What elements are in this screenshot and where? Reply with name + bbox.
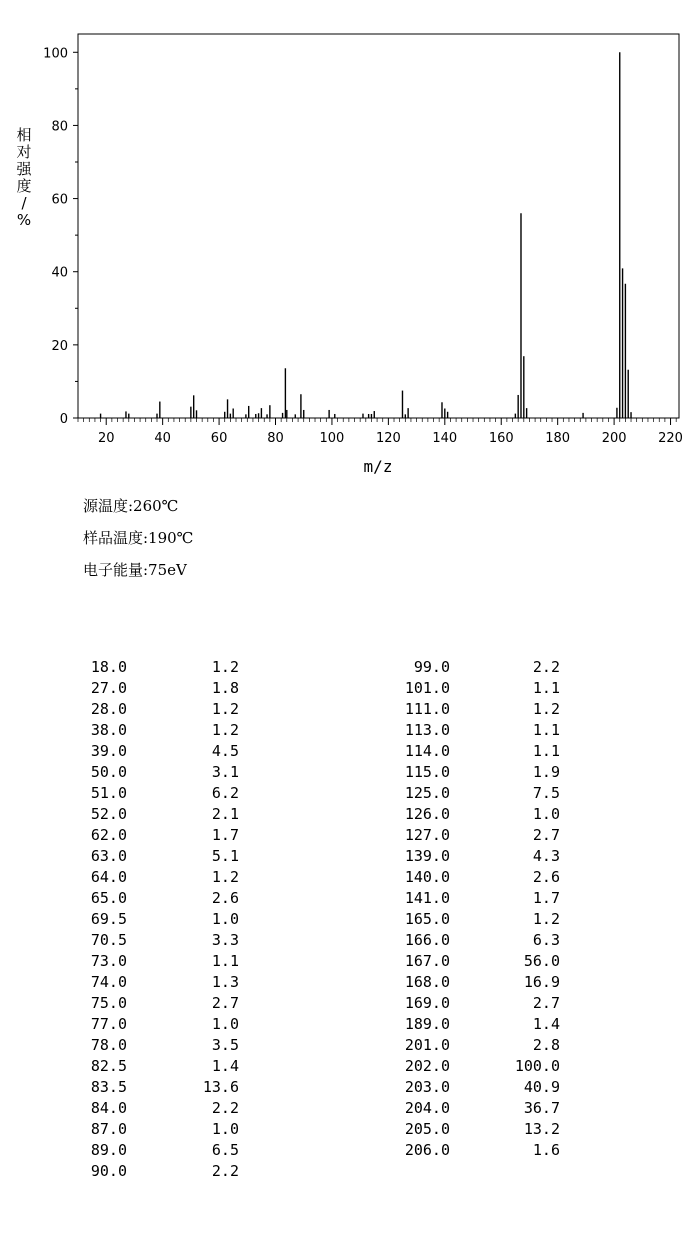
peak-mz: 39.0: [90, 742, 127, 760]
electron-energy: 电子能量:75eV: [83, 561, 187, 579]
peak-mz: 51.0: [90, 784, 127, 802]
table-row: [395, 972, 565, 993]
peak-mz: 73.0: [90, 952, 127, 970]
peak-mz: 125.0: [404, 784, 450, 802]
peak-intensity: 1.6: [532, 1141, 560, 1159]
peak-mz: 140.0: [404, 868, 450, 886]
x-tick-label: 100: [319, 431, 345, 446]
peak-intensity: 3.1: [211, 763, 239, 781]
plot-frame: [78, 34, 679, 418]
mass-spectrum-chart: [0, 0, 687, 480]
peak-intensity: 1.7: [211, 826, 239, 844]
spectrum-peaks: [101, 52, 631, 418]
x-tick-label: 180: [545, 431, 571, 446]
y-tick-label: 0: [59, 412, 68, 427]
peak-mz: 38.0: [90, 721, 127, 739]
table-row: [395, 888, 565, 909]
y-axis-label: 相对强度/ %: [16, 126, 32, 229]
x-tick-label: 220: [658, 431, 683, 446]
table-row: [395, 1035, 565, 1056]
table-row: [83, 699, 243, 720]
peak-mz: 99.0: [413, 658, 450, 676]
peak-mz: 168.0: [404, 973, 450, 991]
source-temperature: 源温度:260℃: [83, 497, 179, 515]
peak-mz: 165.0: [404, 910, 450, 928]
y-tick-label: 20: [51, 338, 68, 354]
peak-mz: 52.0: [90, 805, 127, 823]
peak-mz: 65.0: [90, 889, 127, 907]
peak-intensity: 4.3: [532, 847, 560, 865]
peak-intensity: 6.2: [211, 784, 239, 802]
table-row: [83, 867, 243, 888]
peak-intensity: 6.5: [211, 1141, 239, 1159]
table-row: [395, 678, 565, 699]
peak-intensity: 1.4: [532, 1015, 560, 1033]
peak-intensity: 1.2: [211, 700, 239, 718]
peak-table-right: [395, 657, 565, 1161]
peak-mz: 62.0: [90, 826, 127, 844]
table-row: [83, 930, 243, 951]
peak-intensity: 2.7: [532, 994, 560, 1012]
table-row: [83, 1161, 243, 1182]
peak-intensity: 7.5: [532, 784, 560, 802]
peak-mz: 139.0: [404, 847, 450, 865]
table-row: [395, 783, 565, 804]
peak-intensity: 1.1: [532, 742, 560, 760]
table-row: [395, 1119, 565, 1140]
peak-mz: 64.0: [90, 868, 127, 886]
peak-intensity: 1.2: [532, 910, 560, 928]
peak-intensity: 40.9: [523, 1078, 560, 1096]
peak-intensity: 1.2: [211, 658, 239, 676]
peak-intensity: 4.5: [211, 742, 239, 760]
peak-intensity: 6.3: [532, 931, 560, 949]
peak-intensity: 13.2: [523, 1120, 560, 1138]
peak-intensity: 1.8: [211, 679, 239, 697]
table-row: [83, 972, 243, 993]
peak-mz: 126.0: [404, 805, 450, 823]
peak-mz: 87.0: [90, 1120, 127, 1138]
table-row: [395, 1140, 565, 1161]
y-tick-label: 60: [51, 192, 68, 208]
peak-intensity: 2.7: [211, 994, 239, 1012]
table-row: [83, 888, 243, 909]
peak-mz: 111.0: [404, 700, 450, 718]
table-row: [83, 1140, 243, 1161]
peak-intensity: 3.3: [211, 931, 239, 949]
peak-mz: 84.0: [90, 1099, 127, 1117]
table-row: [395, 867, 565, 888]
peak-intensity: 1.0: [211, 910, 239, 928]
table-row: [395, 909, 565, 930]
x-tick-label: 120: [375, 431, 401, 446]
y-tick-label: 100: [43, 46, 68, 62]
peak-mz: 204.0: [404, 1099, 450, 1117]
peak-mz: 63.0: [90, 847, 127, 865]
peak-intensity: 1.3: [211, 973, 239, 991]
table-row: [395, 930, 565, 951]
peak-mz: 50.0: [90, 763, 127, 781]
peak-mz: 115.0: [404, 763, 450, 781]
table-row: [83, 951, 243, 972]
peak-mz: 90.0: [90, 1162, 127, 1180]
table-row: [83, 1098, 243, 1119]
peak-intensity: 2.7: [532, 826, 560, 844]
peak-mz: 206.0: [404, 1141, 450, 1159]
table-row: [395, 720, 565, 741]
peak-mz: 203.0: [404, 1078, 450, 1096]
table-row: [83, 678, 243, 699]
table-row: [83, 1077, 243, 1098]
peak-mz: 127.0: [404, 826, 450, 844]
peak-intensity: 1.1: [532, 679, 560, 697]
table-row: [395, 1077, 565, 1098]
sample-temperature: 样品温度:190℃: [83, 529, 194, 547]
peak-intensity: 2.6: [532, 868, 560, 886]
peak-mz: 101.0: [404, 679, 450, 697]
table-row: [395, 804, 565, 825]
peak-intensity: 1.1: [532, 721, 560, 739]
table-row: [83, 657, 243, 678]
table-row: [83, 741, 243, 762]
x-tick-label: 40: [154, 431, 171, 446]
peak-mz: 70.5: [90, 931, 127, 949]
x-tick-label: 140: [432, 431, 458, 446]
peak-mz: 166.0: [404, 931, 450, 949]
peak-intensity: 1.4: [211, 1057, 239, 1075]
peak-intensity: 2.2: [532, 658, 560, 676]
peak-table-left: [83, 657, 243, 1182]
peak-mz: 75.0: [90, 994, 127, 1012]
peak-intensity: 5.1: [211, 847, 239, 865]
table-row: [395, 1098, 565, 1119]
peak-intensity: 2.1: [211, 805, 239, 823]
peak-intensity: 2.8: [532, 1036, 560, 1054]
peak-intensity: 3.5: [211, 1036, 239, 1054]
peak-intensity: 1.0: [211, 1015, 239, 1033]
table-row: [395, 951, 565, 972]
y-axis: [43, 46, 78, 427]
x-tick-label: 200: [601, 431, 627, 446]
peak-intensity: 36.7: [523, 1099, 560, 1117]
table-row: [83, 1119, 243, 1140]
peak-intensity: 13.6: [202, 1078, 239, 1096]
table-row: [395, 741, 565, 762]
peak-intensity: 2.2: [211, 1162, 239, 1180]
table-row: [395, 825, 565, 846]
peak-intensity: 1.9: [532, 763, 560, 781]
table-row: [395, 762, 565, 783]
peak-mz: 89.0: [90, 1141, 127, 1159]
table-row: [395, 993, 565, 1014]
table-row: [83, 783, 243, 804]
peak-mz: 205.0: [404, 1120, 450, 1138]
table-row: [83, 804, 243, 825]
peak-mz: 202.0: [404, 1057, 450, 1075]
peak-mz: 189.0: [404, 1015, 450, 1033]
table-row: [83, 1035, 243, 1056]
peak-mz: 77.0: [90, 1015, 127, 1033]
peak-mz: 78.0: [90, 1036, 127, 1054]
peak-intensity: 2.6: [211, 889, 239, 907]
peak-mz: 69.5: [90, 910, 127, 928]
peak-intensity: 100.0: [514, 1057, 560, 1075]
peak-intensity: 1.2: [532, 700, 560, 718]
peak-mz: 83.5: [90, 1078, 127, 1096]
peak-mz: 114.0: [404, 742, 450, 760]
x-axis-minor-ticks: [78, 418, 676, 422]
table-row: [83, 1056, 243, 1077]
y-tick-label: 80: [51, 119, 68, 135]
table-row: [395, 657, 565, 678]
table-row: [83, 1014, 243, 1035]
peak-mz: 74.0: [90, 973, 127, 991]
x-tick-label: 80: [267, 431, 284, 446]
peak-intensity: 1.2: [211, 868, 239, 886]
peak-intensity: 56.0: [523, 952, 560, 970]
y-tick-label: 40: [51, 265, 68, 281]
table-row: [395, 699, 565, 720]
peak-mz: 27.0: [90, 679, 127, 697]
x-tick-label: 60: [210, 431, 228, 446]
peak-mz: 169.0: [404, 994, 450, 1012]
peak-mz: 201.0: [404, 1036, 450, 1054]
peak-intensity: 2.2: [211, 1099, 239, 1117]
peak-intensity: 1.1: [211, 952, 239, 970]
peak-intensity: 1.0: [532, 805, 560, 823]
peak-intensity: 1.7: [532, 889, 560, 907]
table-row: [83, 720, 243, 741]
peak-mz: 82.5: [90, 1057, 127, 1075]
x-axis: [98, 418, 683, 446]
table-row: [395, 846, 565, 867]
table-row: [83, 909, 243, 930]
peak-mz: 167.0: [404, 952, 450, 970]
table-row: [83, 993, 243, 1014]
x-axis-label: m/z: [363, 457, 393, 476]
peak-intensity: 1.0: [211, 1120, 239, 1138]
x-tick-label: 20: [97, 431, 115, 446]
table-row: [83, 846, 243, 867]
table-row: [395, 1014, 565, 1035]
table-row: [395, 1056, 565, 1077]
table-row: [83, 762, 243, 783]
peak-intensity: 1.2: [211, 721, 239, 739]
peak-mz: 113.0: [404, 721, 450, 739]
peak-mz: 141.0: [404, 889, 450, 907]
table-row: [83, 825, 243, 846]
x-tick-label: 160: [488, 431, 514, 446]
peak-mz: 28.0: [90, 700, 127, 718]
peak-mz: 18.0: [90, 658, 127, 676]
peak-intensity: 16.9: [523, 973, 560, 991]
